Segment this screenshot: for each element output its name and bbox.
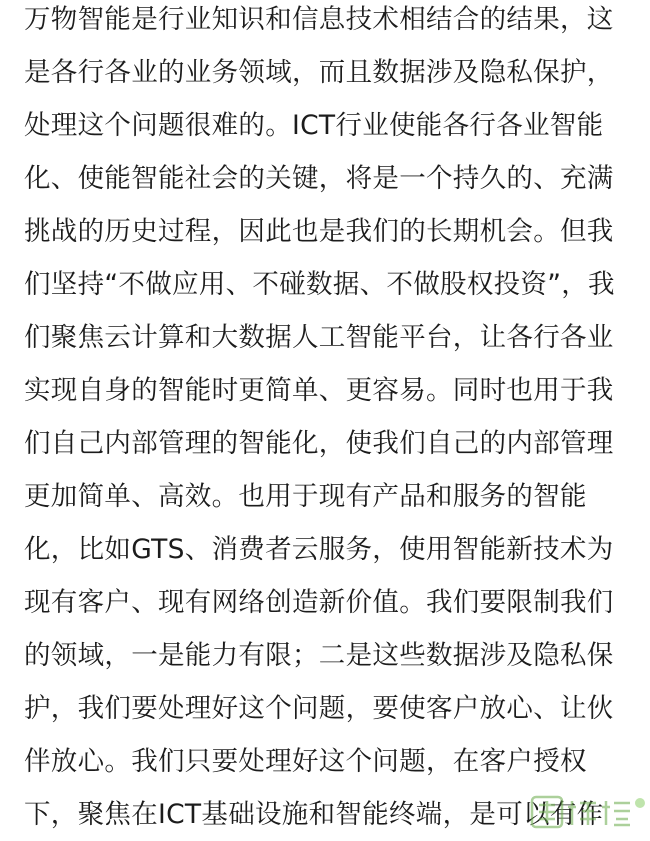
watermark-logo-icon <box>530 793 648 833</box>
watermark-glyph-1 <box>539 801 555 823</box>
paragraph-line: 们聚焦云计算和大数据人工智能平台，让各行各业 <box>24 322 614 353</box>
paragraph-line: 化、使能智能社会的关键，将是一个持久的、充满 <box>24 163 614 194</box>
paragraph-line: 伴放心。我们只要处理好这个问题，在客户授权 <box>24 746 587 777</box>
paragraph-line: 护，我们要处理好这个问题，要使客户放心、让伙 <box>24 693 614 724</box>
paragraph-line: 现有客户、现有网络创造新价值。我们要限制我们 <box>24 587 614 618</box>
paragraph-line: 更加简单、高效。也用于现有产品和服务的智能 <box>24 481 587 512</box>
paragraph-line: 们自己内部管理的智能化，使我们自己的内部管理 <box>24 428 614 459</box>
paragraph-line: 下，聚焦在ICT基础设施和智能终端，是可以有作 <box>24 799 604 830</box>
paragraph-line: 实现自身的智能时更简单、更容易。同时也用于我 <box>24 375 614 406</box>
watermark-logo <box>530 793 648 833</box>
paragraph-line: 万物智能是行业知识和信息技术相结合的结果，这 <box>24 4 614 35</box>
paragraph-line: 化，比如GTS、消费者云服务，使用智能新技术为 <box>24 534 614 565</box>
watermark-leaf <box>635 798 645 808</box>
paragraph-line: 们坚持“不做应用、不碰数据、不做股权投资”，我 <box>24 269 615 300</box>
paragraph-line: 挑战的历史过程，因此也是我们的长期机会。但我 <box>24 216 614 247</box>
watermark-glyph-3 <box>602 801 630 825</box>
paragraph-line: 的领域，一是能力有限；二是这些数据涉及隐私保 <box>24 640 614 671</box>
paragraph-line: 处理这个问题很难的。ICT行业使能各行各业智能 <box>24 110 604 141</box>
watermark-glyph-2 <box>568 801 596 825</box>
paragraph-line: 是各行各业的业务领域，而且数据涉及隐私保护， <box>24 57 614 88</box>
